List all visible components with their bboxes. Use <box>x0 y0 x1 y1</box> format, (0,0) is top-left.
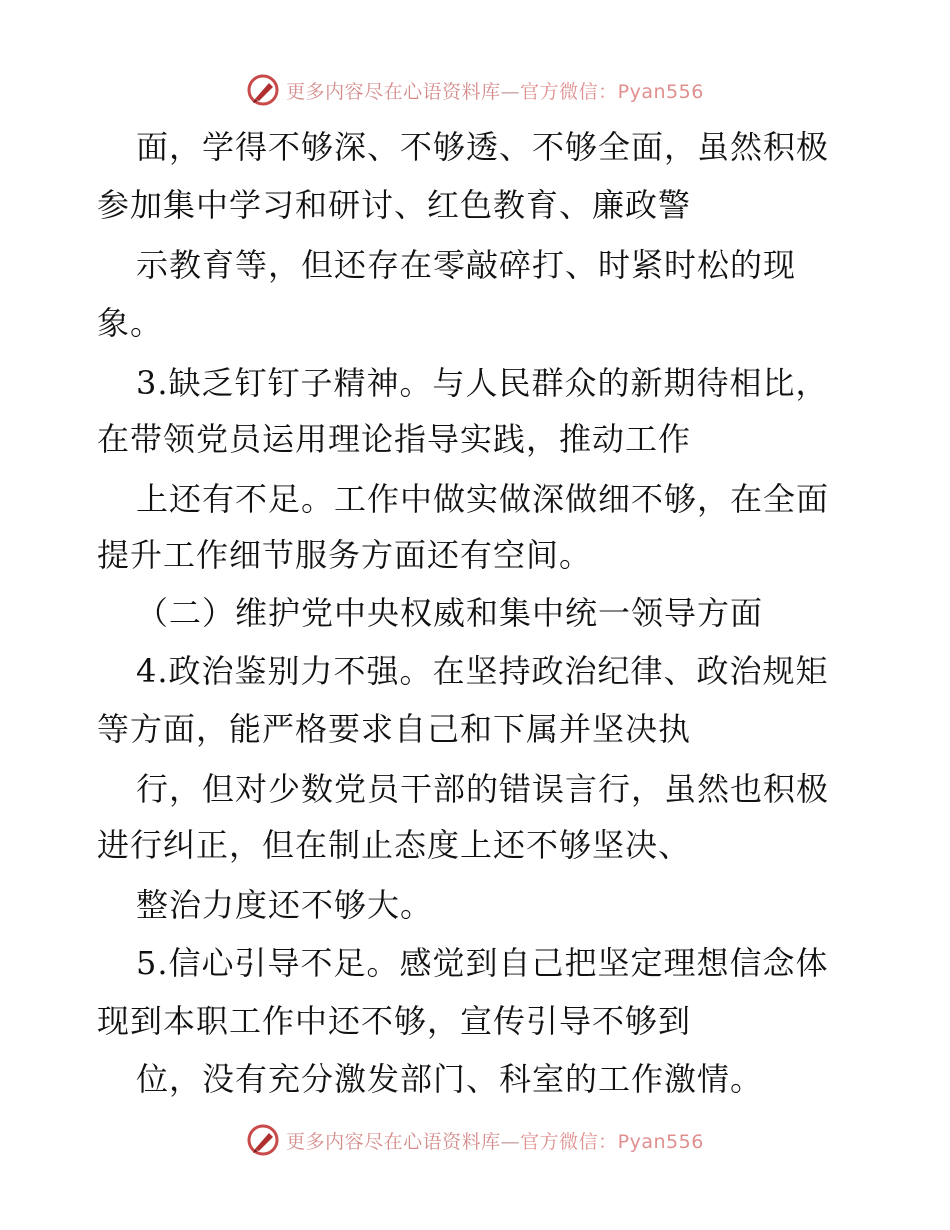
watermark-site-text: 更多内容尽在心语资料库 <box>286 1130 501 1153</box>
text-line: 在带领党员运用理论指导实践，推动工作 <box>97 420 692 458</box>
text-line: 整治力度还不够大。 <box>136 886 434 924</box>
watermark-contact-text: 官方微信：Pyan556 <box>520 80 704 103</box>
pen-logo-icon <box>246 73 280 107</box>
pen-logo-icon <box>246 1123 280 1157</box>
text-line: 3.缺乏钉钉子精神。与人民群众的新期待相比， <box>136 364 829 402</box>
section-heading: （二）维护党中央权威和集中统一领导方面 <box>136 594 764 632</box>
text-line: 象。 <box>97 304 164 342</box>
watermark-separator: — <box>500 80 521 103</box>
text-line: 参加集中学习和研讨、红色教育、廉政警 <box>97 186 692 224</box>
watermark-site-text: 更多内容尽在心语资料库 <box>286 80 501 103</box>
text-line: 面，学得不够深、不够透、不够全面，虽然积极 <box>136 128 830 166</box>
watermark-separator: — <box>500 1130 521 1153</box>
text-line: 等方面，能严格要求自己和下属并坚决执 <box>97 710 692 748</box>
text-line: 行，但对少数党员干部的错误言行，虽然也积极 <box>136 770 830 808</box>
text-line: 现到本职工作中还不够，宣传引导不够到 <box>97 1002 692 1040</box>
text-line: 提升工作细节服务方面还有空间。 <box>97 536 593 574</box>
header-watermark <box>0 70 950 110</box>
text-line: 上还有不足。工作中做实做深做细不够，在全面 <box>136 480 830 518</box>
footer-watermark <box>0 1120 950 1160</box>
text-line: 进行纠正，但在制止态度上还不够坚决、 <box>97 826 692 864</box>
text-line: 5.信心引导不足。感觉到自己把坚定理想信念体 <box>136 944 829 982</box>
text-line: 位，没有充分激发部门、科室的工作激情。 <box>136 1060 764 1098</box>
text-line: 4.政治鉴别力不强。在坚持政治纪律、政治规矩 <box>136 652 829 690</box>
watermark-contact-text: 官方微信：Pyan556 <box>520 1130 704 1153</box>
text-line: 示教育等，但还存在零敲碎打、时紧时松的现 <box>136 246 797 284</box>
